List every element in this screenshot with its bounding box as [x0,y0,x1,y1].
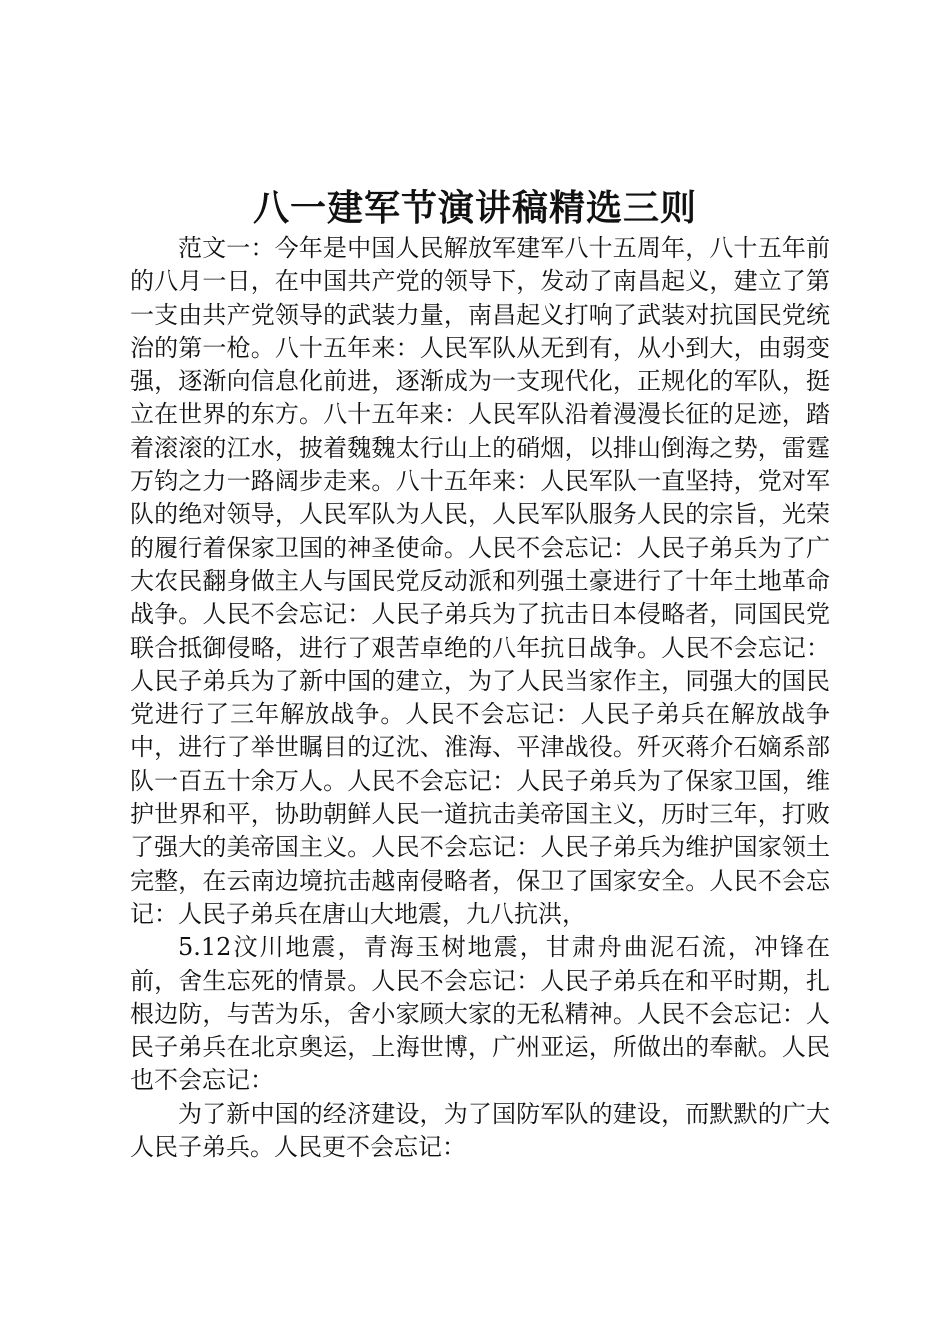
document-title: 八一建军节演讲稿精选三则 [252,187,697,229]
paragraph-3: 为了新中国的经济建设，为了国防军队的建设，而默默的广大人民子弟兵。人民更不会忘记： [130,1099,830,1162]
document-body [130,232,830,1164]
paragraph-2: 5.12汶川地震，青海玉树地震，甘肃舟曲泥石流，冲锋在前，舍生忘死的情景。人民不会忘记：人民子弟兵在和平时期，扎根边防，与苦为乐，舍小家顾大家的无私精神。人民不会忘记：人民子弟兵在北京奥运，上海世博，广州亚运，所做出的奉献。人民也不会忘记： [130,933,830,1095]
paragraph-1: 范文一：今年是中国人民解放军建军八十五周年，八十五年前的八月一日，在中国共产党的领导下，发动了南昌起义，建立了第一支由共产党领导的武装力量，南昌起义打响了武装对抗国民党统治的第一枪。八十五年来：人民军队从无到有，从小到大，由弱变强，逐渐向信息化前进，逐渐成为一支现代化，正规化的军队，挺立在世界的东方。八十五年来：人民军队沿着漫漫长征的足迹，踏着滚滚的江水，披着魏魏太行山上的硝烟，以排山倒海之势，雷霆万钧之力一路阔步走来。八十五年来：人民军队一直坚持，党对军队的绝对领导，人民军队为人民，人民军队服务人民的宗旨，光荣的履行着保家卫国的神圣使命。人民不会忘记：人民子弟兵为了广大农民翻身做主人与国民党反动派和列强土豪进行了十年土地革命战争。人民不会忘记：人民子弟兵为了抗击日本侵略者，同国民党联合抵御侵略，进行了艰苦卓绝的八年抗日战争。人民不会忘记：人民子弟兵为了新中国的建立，为了人民当家作主，同强大的国民党进行了三年解放战争。人民不会忘记：人民子弟兵在解放战争中，进行了举世瞩目的辽沈、淮海、平津战役。歼灭蒋介石嫡系部队一百五十余万人。人民不会忘记：人民子弟兵为了保家卫国，维护世界和平，协助朝鲜人民一道抗击美帝国主义，历时三年，打败了强大的美帝国主义。人民不会忘记：人民子弟兵为维护国家领土完整，在云南边境抗击越南侵略者，保卫了国家安全。人民不会忘记：人民子弟兵在唐山大地震，九八抗洪， [130,234,830,928]
